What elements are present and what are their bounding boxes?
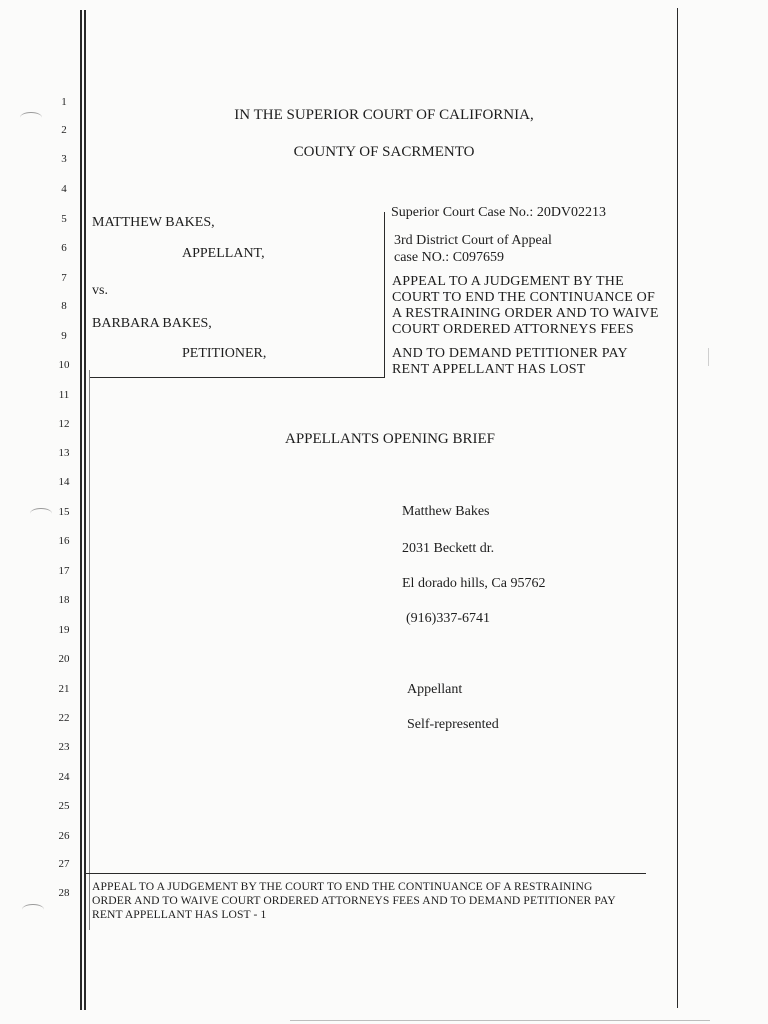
scan-mark bbox=[20, 112, 42, 123]
petitioner-name: BARBARA BAKES, bbox=[92, 316, 212, 331]
court-county: COUNTY OF SACRMENTO bbox=[293, 144, 475, 160]
line-number: 20 bbox=[58, 653, 70, 665]
caption-box-bottom-rule bbox=[90, 377, 384, 378]
case-title-line: A RESTRAINING ORDER AND TO WAIVE bbox=[392, 306, 659, 321]
line-number: 12 bbox=[58, 418, 70, 430]
line-number: 11 bbox=[58, 389, 70, 401]
case-title-line: COURT TO END THE CONTINUANCE OF bbox=[392, 290, 655, 305]
line-number: 22 bbox=[58, 712, 70, 724]
case-title-line: COURT ORDERED ATTORNEYS FEES bbox=[392, 322, 634, 337]
left-margin-rule-third bbox=[89, 370, 90, 930]
left-margin-rule-outer bbox=[80, 10, 82, 1010]
line-number: 15 bbox=[58, 506, 70, 518]
caption-box-divider bbox=[384, 212, 385, 378]
line-number: 4 bbox=[61, 183, 67, 195]
line-number: 3 bbox=[61, 153, 67, 165]
line-number: 10 bbox=[58, 359, 70, 371]
line-number: 9 bbox=[61, 330, 67, 342]
appeal-case-number: case NO.: C097659 bbox=[394, 250, 505, 265]
line-number: 7 bbox=[61, 272, 67, 284]
scan-mark bbox=[708, 348, 709, 366]
line-number: 18 bbox=[58, 594, 70, 606]
versus: vs. bbox=[92, 283, 108, 298]
footer-rule bbox=[86, 873, 646, 874]
line-number: 14 bbox=[58, 476, 70, 488]
line-number: 23 bbox=[58, 741, 70, 753]
appellant-name: MATTHEW BAKES, bbox=[92, 215, 215, 230]
line-number: 26 bbox=[58, 830, 70, 842]
line-number: 25 bbox=[58, 800, 70, 812]
line-number: 28 bbox=[58, 887, 70, 899]
line-number: 16 bbox=[58, 535, 70, 547]
case-title-line: APPEAL TO A JUDGEMENT BY THE bbox=[392, 274, 624, 289]
case-title-line: AND TO DEMAND PETITIONER PAY bbox=[392, 346, 628, 361]
footer-line: APPEAL TO A JUDGEMENT BY THE COURT TO END THE CONTINUANCE OF A RESTRAINING bbox=[92, 880, 593, 893]
contact-street: 2031 Beckett dr. bbox=[402, 541, 495, 556]
line-number: 5 bbox=[61, 213, 67, 225]
contact-status: Self-represented bbox=[407, 717, 499, 732]
line-number: 2 bbox=[61, 124, 67, 136]
line-number: 6 bbox=[61, 242, 67, 254]
scan-mark bbox=[22, 904, 44, 915]
contact-phone: (916)337-6741 bbox=[406, 611, 490, 626]
line-number: 19 bbox=[58, 624, 70, 636]
line-number: 13 bbox=[58, 447, 70, 459]
footer-line: ORDER AND TO WAIVE COURT ORDERED ATTORNEYS FEES AND TO DEMAND PETITIONER PAY bbox=[92, 894, 616, 907]
petitioner-role: PETITIONER, bbox=[182, 346, 267, 361]
appeal-court: 3rd District Court of Appeal bbox=[394, 233, 552, 248]
line-number: 1 bbox=[61, 96, 67, 108]
contact-name: Matthew Bakes bbox=[402, 504, 490, 519]
line-number: 24 bbox=[58, 771, 70, 783]
brief-title: APPELLANTS OPENING BRIEF bbox=[284, 431, 495, 447]
footer-line: RENT APPELLANT HAS LOST - 1 bbox=[92, 908, 267, 921]
appellant-role: APPELLANT, bbox=[182, 246, 265, 261]
contact-city: El dorado hills, Ca 95762 bbox=[402, 576, 546, 591]
scan-mark bbox=[30, 508, 52, 519]
line-number: 17 bbox=[58, 565, 70, 577]
case-title-line: RENT APPELLANT HAS LOST bbox=[392, 362, 586, 377]
superior-case-number: Superior Court Case No.: 20DV02213 bbox=[391, 205, 607, 220]
line-number: 8 bbox=[61, 300, 67, 312]
court-name: IN THE SUPERIOR COURT OF CALIFORNIA, bbox=[234, 107, 534, 123]
bottom-page-edge bbox=[290, 1020, 710, 1021]
contact-role: Appellant bbox=[407, 682, 463, 697]
line-number: 21 bbox=[58, 683, 70, 695]
line-number: 27 bbox=[58, 858, 70, 870]
